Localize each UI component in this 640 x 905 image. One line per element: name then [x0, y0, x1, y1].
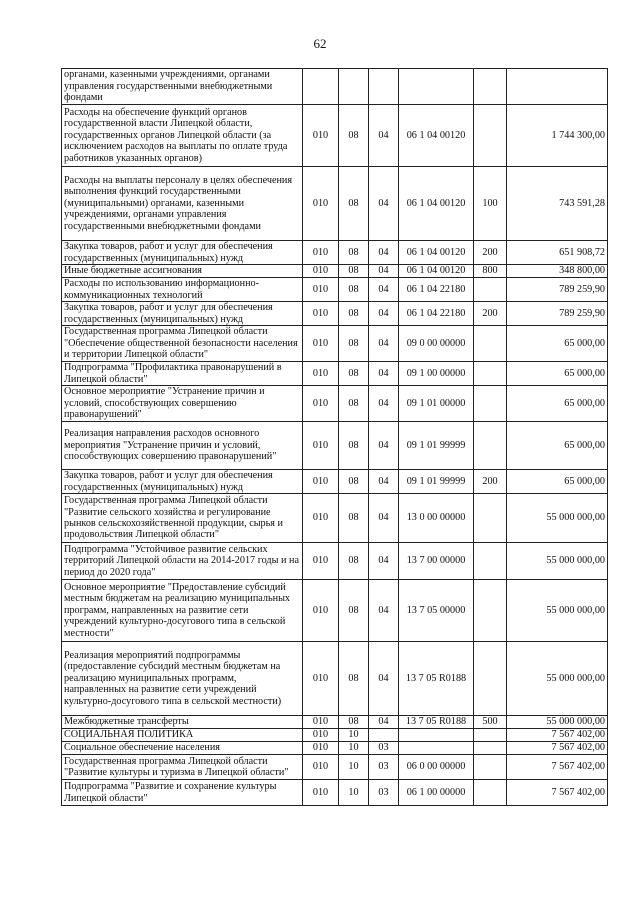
cell-grbs: 010: [303, 422, 339, 470]
cell-subsection: 04: [369, 167, 399, 241]
cell-section: 08: [339, 326, 369, 362]
table-row: [62, 69, 608, 105]
table-row: [62, 302, 608, 326]
cell-expense-type: 800: [474, 265, 507, 278]
cell-section: 10: [339, 729, 369, 742]
row-name: Подпрограмма "Профилактика правонарушений в Липецкой области": [62, 362, 303, 386]
cell-target-article: 06 1 04 00120: [399, 265, 474, 278]
cell-section: 08: [339, 470, 369, 494]
cell-section: 08: [339, 543, 369, 580]
cell-section: 08: [339, 265, 369, 278]
cell-section: 08: [339, 494, 369, 543]
cell-grbs: 010: [303, 729, 339, 742]
cell-expense-type: [474, 755, 507, 780]
cell-expense-type: [474, 780, 507, 806]
table-row: [62, 278, 608, 302]
row-name: Основное мероприятие "Предоставление субсидий местным бюджетам на реализацию муниципальных программ, направленных на развитие сети учреждений культурно-досугового типа в сельской местности": [62, 580, 303, 642]
cell-expense-type: [474, 278, 507, 302]
cell-amount: 65 000,00: [507, 386, 608, 422]
cell-subsection: 04: [369, 326, 399, 362]
cell-target-article: 06 1 04 00120: [399, 105, 474, 167]
cell-expense-type: [474, 362, 507, 386]
row-name: Реализация направления расходов основного мероприятия "Устранение причин и условий, способствующих совершению правонарушений": [62, 422, 303, 470]
cell-subsection: 04: [369, 422, 399, 470]
cell-target-article: 13 7 05 R0188: [399, 716, 474, 729]
cell-expense-type: [474, 580, 507, 642]
cell-expense-type: [474, 642, 507, 716]
cell-target-article: 06 0 00 00000: [399, 755, 474, 780]
cell-grbs: 010: [303, 362, 339, 386]
cell-amount: 743 591,28: [507, 167, 608, 241]
row-name: Закупка товаров, работ и услуг для обеспечения государственных (муниципальных) нужд: [62, 302, 303, 326]
cell-amount: 55 000 000,00: [507, 716, 608, 729]
table-row: [62, 729, 608, 742]
cell-section: 10: [339, 742, 369, 755]
cell-amount: 651 908,72: [507, 241, 608, 265]
cell-grbs: 010: [303, 241, 339, 265]
cell-amount: 65 000,00: [507, 326, 608, 362]
budget-table: [61, 68, 608, 806]
row-name: Подпрограмма "Развитие и сохранение культуры Липецкой области": [62, 780, 303, 806]
table-row: [62, 642, 608, 716]
cell-grbs: 010: [303, 326, 339, 362]
row-name: Социальное обеспечение населения: [62, 742, 303, 755]
cell-target-article: 09 0 00 00000: [399, 326, 474, 362]
row-name: Государственная программа Липецкой области "Обеспечение общественной безопасности населения и территории Липецкой области": [62, 326, 303, 362]
cell-amount: 1 744 300,00: [507, 105, 608, 167]
cell-subsection: 04: [369, 470, 399, 494]
table-row: [62, 167, 608, 241]
cell-subsection: 04: [369, 265, 399, 278]
cell-section: 08: [339, 580, 369, 642]
cell-target-article: 09 1 01 99999: [399, 422, 474, 470]
cell-target-article: 13 7 00 00000: [399, 543, 474, 580]
cell-subsection: [369, 69, 399, 105]
table-row: [62, 386, 608, 422]
cell-subsection: 04: [369, 642, 399, 716]
cell-amount: 65 000,00: [507, 362, 608, 386]
cell-target-article: 06 1 04 22180: [399, 278, 474, 302]
table-row: [62, 742, 608, 755]
cell-amount: 7 567 402,00: [507, 729, 608, 742]
row-name: Подпрограмма "Устойчивое развитие сельских территорий Липецкой области на 2014-2017 годы и на период до 2020 года": [62, 543, 303, 580]
row-name: Государственная программа Липецкой области "Развитие культуры и туризма в Липецкой области": [62, 755, 303, 780]
row-name: Межбюджетные трансферты: [62, 716, 303, 729]
row-name: Расходы на выплаты персоналу в целях обеспечения выполнения функций государственными (муниципальными) органами, казенными учреждениями, органами управления государственными внебюджетными фондами: [62, 167, 303, 241]
cell-subsection: 03: [369, 755, 399, 780]
cell-grbs: 010: [303, 105, 339, 167]
cell-amount: 65 000,00: [507, 470, 608, 494]
cell-section: 08: [339, 422, 369, 470]
cell-section: 08: [339, 362, 369, 386]
cell-expense-type: 200: [474, 241, 507, 265]
cell-subsection: 03: [369, 742, 399, 755]
table-row: [62, 580, 608, 642]
cell-expense-type: [474, 326, 507, 362]
cell-subsection: 04: [369, 105, 399, 167]
cell-expense-type: [474, 105, 507, 167]
cell-section: 08: [339, 302, 369, 326]
cell-expense-type: 200: [474, 470, 507, 494]
cell-expense-type: [474, 729, 507, 742]
row-name: органами, казенными учреждениями, органами управления государственными внебюджетными фондами: [62, 69, 303, 105]
cell-grbs: 010: [303, 494, 339, 543]
cell-grbs: 010: [303, 167, 339, 241]
cell-grbs: 010: [303, 543, 339, 580]
cell-amount: 55 000 000,00: [507, 580, 608, 642]
table-row: [62, 716, 608, 729]
table-row: [62, 422, 608, 470]
cell-target-article: 09 1 01 99999: [399, 470, 474, 494]
cell-expense-type: 500: [474, 716, 507, 729]
cell-section: 08: [339, 167, 369, 241]
cell-section: 08: [339, 642, 369, 716]
cell-subsection: 04: [369, 278, 399, 302]
cell-expense-type: 100: [474, 167, 507, 241]
table-row: [62, 241, 608, 265]
row-name: Расходы по использованию информационно-коммуникационных технологий: [62, 278, 303, 302]
page-number: 62: [313, 36, 327, 51]
cell-section: 08: [339, 386, 369, 422]
cell-target-article: 06 1 04 22180: [399, 302, 474, 326]
cell-subsection: 04: [369, 302, 399, 326]
cell-subsection: 04: [369, 241, 399, 265]
cell-subsection: 04: [369, 580, 399, 642]
cell-expense-type: [474, 422, 507, 470]
cell-section: 08: [339, 716, 369, 729]
cell-grbs: 010: [303, 470, 339, 494]
cell-subsection: 04: [369, 543, 399, 580]
cell-amount: [507, 69, 608, 105]
cell-target-article: 13 7 05 R0188: [399, 642, 474, 716]
cell-amount: 55 000 000,00: [507, 642, 608, 716]
table-row: [62, 265, 608, 278]
cell-section: 08: [339, 105, 369, 167]
cell-target-article: [399, 69, 474, 105]
cell-target-article: 09 1 00 00000: [399, 362, 474, 386]
row-name: Государственная программа Липецкой области "Развитие сельского хозяйства и регулирование рынков сельскохозяйственной продукции, сырья и продовольствия Липецкой области": [62, 494, 303, 543]
cell-target-article: 06 1 04 00120: [399, 167, 474, 241]
cell-subsection: [369, 729, 399, 742]
cell-amount: 7 567 402,00: [507, 755, 608, 780]
cell-amount: 789 259,90: [507, 302, 608, 326]
cell-subsection: 04: [369, 716, 399, 729]
cell-grbs: 010: [303, 755, 339, 780]
cell-target-article: 06 1 00 00000: [399, 780, 474, 806]
cell-target-article: 09 1 01 00000: [399, 386, 474, 422]
cell-expense-type: [474, 69, 507, 105]
row-name: Иные бюджетные ассигнования: [62, 265, 303, 278]
cell-subsection: 04: [369, 494, 399, 543]
table-row: [62, 755, 608, 780]
row-name: СОЦИАЛЬНАЯ ПОЛИТИКА: [62, 729, 303, 742]
cell-target-article: 13 0 00 00000: [399, 494, 474, 543]
table-row: [62, 543, 608, 580]
cell-grbs: 010: [303, 302, 339, 326]
cell-amount: 7 567 402,00: [507, 742, 608, 755]
cell-section: 10: [339, 755, 369, 780]
cell-grbs: 010: [303, 642, 339, 716]
cell-amount: 348 800,00: [507, 265, 608, 278]
cell-amount: 65 000,00: [507, 422, 608, 470]
row-name: Закупка товаров, работ и услуг для обеспечения государственных (муниципальных) нужд: [62, 241, 303, 265]
cell-grbs: 010: [303, 742, 339, 755]
cell-section: 08: [339, 241, 369, 265]
cell-amount: 55 000 000,00: [507, 543, 608, 580]
cell-amount: 7 567 402,00: [507, 780, 608, 806]
cell-section: 10: [339, 780, 369, 806]
row-name: Основное мероприятие "Устранение причин и условий, способствующих совершению правонарушений": [62, 386, 303, 422]
row-name: Реализация мероприятий подпрограммы (предоставление субсидий местным бюджетам на реализацию муниципальных программ, направленных на развитие сети учреждений культурно-досугового типа в сельской местности): [62, 642, 303, 716]
cell-amount: 789 259,90: [507, 278, 608, 302]
table-row: [62, 326, 608, 362]
cell-target-article: 06 1 04 00120: [399, 241, 474, 265]
row-name: Расходы на обеспечение функций органов государственной власти Липецкой области, государственных органов Липецкой области (за исключением расходов на выплаты по оплате труда работников указанных органов): [62, 105, 303, 167]
cell-target-article: [399, 742, 474, 755]
cell-subsection: 03: [369, 780, 399, 806]
cell-target-article: 13 7 05 00000: [399, 580, 474, 642]
table-row: [62, 470, 608, 494]
row-name: Закупка товаров, работ и услуг для обеспечения государственных (муниципальных) нужд: [62, 470, 303, 494]
cell-expense-type: [474, 494, 507, 543]
cell-grbs: [303, 69, 339, 105]
cell-section: 08: [339, 278, 369, 302]
cell-expense-type: [474, 742, 507, 755]
table-row: [62, 494, 608, 543]
cell-target-article: [399, 729, 474, 742]
cell-expense-type: 200: [474, 302, 507, 326]
table-row: [62, 362, 608, 386]
cell-subsection: 04: [369, 362, 399, 386]
table-row: [62, 780, 608, 806]
cell-section: [339, 69, 369, 105]
cell-grbs: 010: [303, 278, 339, 302]
cell-grbs: 010: [303, 780, 339, 806]
cell-expense-type: [474, 543, 507, 580]
cell-subsection: 04: [369, 386, 399, 422]
cell-grbs: 010: [303, 580, 339, 642]
cell-expense-type: [474, 386, 507, 422]
cell-amount: 55 000 000,00: [507, 494, 608, 543]
table-row: [62, 105, 608, 167]
cell-grbs: 010: [303, 265, 339, 278]
cell-grbs: 010: [303, 716, 339, 729]
cell-grbs: 010: [303, 386, 339, 422]
